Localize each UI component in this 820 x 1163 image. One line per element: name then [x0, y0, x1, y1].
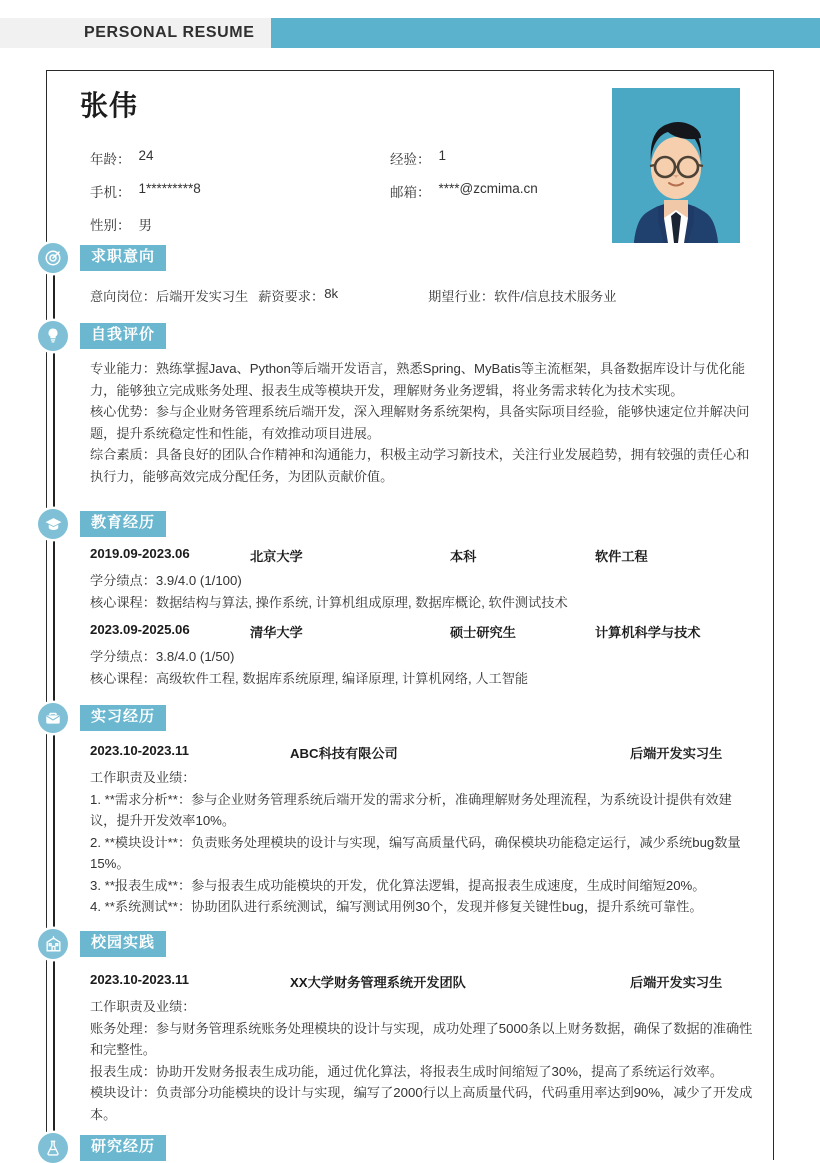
- candidate-name: 张伟: [80, 90, 139, 121]
- education-gpa: 学分绩点：3.9/4.0 (1/100): [90, 573, 242, 588]
- info-row: [90, 214, 610, 234]
- campus-date: 2023.10-2023.11: [90, 972, 190, 987]
- education-school: 清华大学: [250, 625, 303, 640]
- education-courses: 核心课程：数据结构与算法, 操作系统, 计算机组成原理, 数据库概论, 软件测试技术: [90, 594, 568, 610]
- info-row: [90, 181, 610, 201]
- internship-duties-label: 工作职责及业绩：: [90, 770, 196, 785]
- graduation-cap-icon: [38, 509, 68, 539]
- info-row: [90, 148, 610, 168]
- education-degree: 本科: [450, 549, 477, 564]
- campus-duties-label: 工作职责及业绩：: [90, 999, 196, 1014]
- profile-info-grid: [90, 148, 610, 247]
- campus-item-header: [90, 972, 750, 991]
- banner-title-block: [62, 18, 271, 48]
- info-label: 年龄：: [90, 152, 131, 167]
- intent-salary-value: 8k: [324, 286, 339, 301]
- internship-item-header: [90, 743, 750, 762]
- info-value: 男: [138, 218, 152, 233]
- briefcase-icon: [38, 703, 68, 733]
- campus-duty: 报表生成：协助开发财务报表生成功能，通过优化算法，将报表生成时间缩短了30%，提高了系统运行效率。: [90, 1063, 724, 1079]
- education-degree: 硕士研究生: [450, 625, 516, 640]
- campus-org: XX大学财务管理系统开发团队: [290, 975, 466, 990]
- school-building-icon: [38, 929, 68, 959]
- self-eval-body: [90, 358, 750, 487]
- intent-industry-label: 期望行业：: [428, 289, 495, 304]
- internship-duty: 2. **模块设计**：负责账务处理模块的设计与实现，编写高质量代码，确保模块功能稳定运行，减少系统bug数量15%。: [90, 834, 741, 871]
- internship-company: ABC科技有限公司: [290, 746, 398, 761]
- intent-position-value: 后端开发实习生: [155, 289, 249, 304]
- target-icon: [38, 243, 68, 273]
- section-title: 研究经历: [80, 1135, 166, 1161]
- section-header-internship: [38, 703, 166, 733]
- education-detail: [90, 646, 750, 689]
- education-gpa: 学分绩点：3.8/4.0 (1/50): [90, 649, 235, 664]
- banner-title: PERSONAL RESUME: [84, 24, 255, 41]
- education-item-header: [90, 622, 750, 641]
- info-field-phone: [90, 181, 390, 201]
- info-label: 经验：: [390, 152, 431, 167]
- section-header-self-eval: [38, 321, 166, 351]
- education-school: 北京大学: [250, 549, 303, 564]
- education-detail: [90, 570, 750, 613]
- education-date: 2023.09-2025.06: [90, 622, 190, 637]
- campus-duty: 账务处理：参与财务管理系统账务处理模块的设计与实现，成功处理了5000条以上财务数据，确保了数据的准确性和完整性。: [90, 1020, 753, 1057]
- education-major: 软件工程: [595, 549, 648, 564]
- info-field-experience: [390, 148, 446, 168]
- intent-industry-value: 软件/信息技术服务业: [494, 289, 617, 304]
- info-label: 邮箱：: [390, 185, 431, 200]
- intent-salary-label: 薪资要求：: [258, 289, 325, 304]
- section-header-campus: [38, 929, 166, 959]
- education-major: 计算机科学与技术: [595, 625, 701, 640]
- section-title: 教育经历: [80, 511, 166, 537]
- info-value: ****@zcmima.cn: [438, 181, 538, 196]
- internship-detail: [90, 767, 755, 918]
- section-header-education: [38, 509, 166, 539]
- section-title: 实习经历: [80, 705, 166, 731]
- section-header-research: [38, 1133, 166, 1163]
- campus-duty: 模块设计：负责部分功能模块的设计与实现，编写了2000行以上高质量代码，代码重用率达到90%，减少了开发成本。: [90, 1085, 753, 1122]
- self-eval-line: 综合素质：具备良好的团队合作精神和沟通能力，积极主动学习新技术，关注行业发展趋势，拥有较强的责任心和执行力，能够高效完成分配任务，为团队贡献价值。: [90, 447, 750, 484]
- section-title: 校园实践: [80, 931, 166, 957]
- campus-role: 后端开发实习生: [630, 975, 723, 990]
- info-value: 24: [138, 148, 154, 163]
- info-field-email: [390, 181, 538, 201]
- internship-duty: 3. **报表生成**：参与报表生成功能模块的开发，优化算法逻辑，提高报表生成速度，生成时间缩短20%。: [90, 877, 706, 893]
- self-eval-line: 核心优势：参与企业财务管理系统后端开发，深入理解财务系统架构，具备实际项目经验，能够快速定位并解决问题，提升系统稳定性和性能，有效推动项目进展。: [90, 404, 750, 441]
- section-title: 求职意向: [80, 245, 166, 271]
- section-header-job-intent: [38, 243, 166, 273]
- job-intent-row: [90, 286, 616, 305]
- self-eval-line: 专业能力：熟练掌握Java、Python等后端开发语言，熟悉Spring、MyBatis等主流框架，具备数据库设计与优化能力，能够独立完成账务处理、报表生成等模块开发，理解财务业务逻辑，将业务需求转化为技术实现。: [90, 361, 746, 398]
- info-label: 性别：: [90, 218, 131, 233]
- education-date: 2019.09-2023.06: [90, 546, 190, 561]
- flask-icon: [38, 1133, 68, 1163]
- photo-illustration: [612, 88, 740, 243]
- education-courses: 核心课程：高级软件工程, 数据库系统原理, 编译原理, 计算机网络, 人工智能: [90, 670, 529, 686]
- internship-duty: 1. **需求分析**：参与企业财务管理系统后端开发的需求分析，准确理解财务处理流程，为系统设计提供有效建议，提升开发效率10%。: [90, 791, 732, 828]
- info-value: 1*********8: [138, 181, 201, 196]
- internship-role: 后端开发实习生: [630, 746, 723, 761]
- candidate-photo: [612, 88, 740, 243]
- info-field-age: [90, 148, 390, 168]
- info-field-gender: [90, 214, 390, 234]
- internship-duty: 4. **系统测试**：协助团队进行系统测试，编写测试用例30个，发现并修复关键性bug，提升系统可靠性。: [90, 899, 703, 914]
- info-value: 1: [438, 148, 447, 163]
- education-item-header: [90, 546, 750, 565]
- bulb-icon: [38, 321, 68, 351]
- info-label: 手机：: [90, 185, 131, 200]
- campus-detail: [90, 996, 755, 1125]
- section-title: 自我评价: [80, 323, 166, 349]
- internship-date: 2023.10-2023.11: [90, 743, 190, 758]
- intent-position-label: 意向岗位：: [90, 289, 156, 304]
